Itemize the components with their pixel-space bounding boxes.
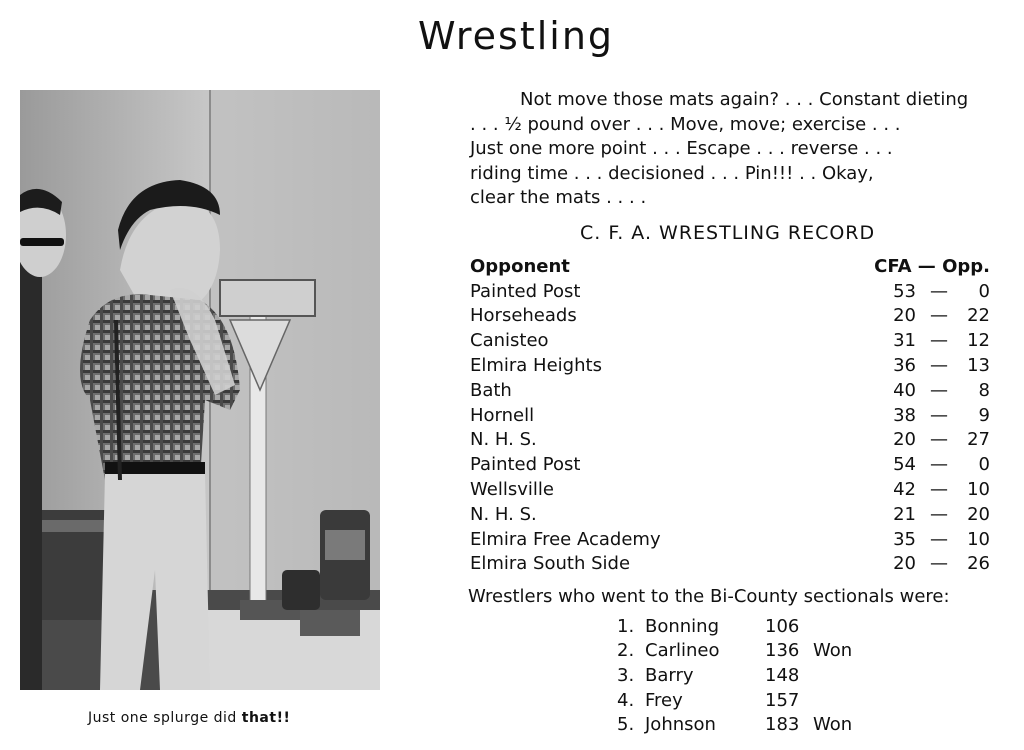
wrestler-number: 3. — [617, 664, 635, 686]
wrestler-weight: 157 — [765, 689, 800, 711]
wrestler-weight: 136 — [765, 640, 800, 662]
wrestler-row — [617, 712, 873, 737]
score-dash: — — [930, 528, 948, 550]
caption-emphasis: that!! — [241, 710, 291, 726]
photo-illustration — [20, 90, 380, 690]
wrestler-result: Won — [813, 640, 853, 662]
opp-score: 13 — [967, 355, 990, 377]
intro-line — [470, 113, 1002, 138]
wrestler-name: Johnson — [645, 714, 716, 736]
score — [880, 504, 990, 525]
wrestler-name: Barry — [645, 664, 694, 686]
score — [880, 355, 990, 376]
record-title: C. F. A. WRESTLING RECORD — [580, 222, 876, 244]
intro-line-text: Just one more point . . . Escape . . . reverse . . . — [470, 138, 893, 159]
score-dash: — — [930, 553, 948, 575]
record-row — [470, 378, 990, 403]
opponent-name: Hornell — [470, 404, 535, 426]
opponent-name: Canisteo — [470, 330, 549, 352]
record-header-row — [470, 254, 990, 279]
cfa-score: 38 — [893, 404, 916, 426]
opponent-name: N. H. S. — [470, 429, 537, 451]
wrestler-row — [617, 663, 873, 688]
score-dash: — — [930, 280, 948, 302]
wrestler-weight: 106 — [765, 615, 800, 637]
wrestler-number: 4. — [617, 689, 635, 711]
score — [880, 405, 990, 426]
opponent-name: Wellsville — [470, 479, 554, 501]
wrestler-row — [617, 639, 873, 664]
wrestling-record-table — [470, 254, 990, 576]
intro-line-text: clear the mats . . . . — [470, 187, 647, 208]
score-dash: — — [930, 305, 948, 327]
page-title: Wrestling — [418, 14, 615, 58]
opp-score: 20 — [967, 503, 990, 525]
score-dash: — — [930, 355, 948, 377]
opponent-name: Elmira Heights — [470, 355, 602, 377]
wrestler-result: Won — [813, 714, 853, 736]
record-row — [470, 403, 990, 428]
intro-paragraph — [470, 88, 1002, 211]
intro-line — [470, 88, 1002, 113]
cfa-score: 20 — [893, 429, 916, 451]
wrestler-number: 2. — [617, 640, 635, 662]
opponent-name: Elmira South Side — [470, 553, 631, 575]
intro-line — [470, 162, 1002, 187]
score — [880, 380, 990, 401]
sectionals-intro — [468, 586, 1002, 607]
opponent-name: Horseheads — [470, 305, 577, 327]
wrestler-weight: 183 — [765, 714, 800, 736]
wrestler-row — [617, 614, 873, 639]
opponent-name: Painted Post — [470, 454, 581, 476]
caption-text: Just one splurge did — [88, 710, 237, 726]
opp-score: 12 — [967, 330, 990, 352]
record-row — [470, 527, 990, 552]
score-header: CFA — Opp. — [874, 255, 990, 277]
score-dash: — — [930, 429, 948, 451]
wrestler-number: 5. — [617, 714, 635, 736]
cfa-score: 31 — [893, 330, 916, 352]
cfa-score: 35 — [893, 528, 916, 550]
cfa-score: 20 — [893, 553, 916, 575]
cfa-score: 36 — [893, 355, 916, 377]
wrestler-weight: 148 — [765, 664, 800, 686]
opponent-name: Painted Post — [470, 280, 581, 302]
record-rows — [470, 279, 990, 577]
record-row — [470, 502, 990, 527]
intro-line — [470, 186, 1002, 211]
score — [880, 429, 990, 450]
score — [880, 454, 990, 475]
score — [880, 479, 990, 500]
intro-line-text: . . . ½ pound over . . . Move, move; exercise . . . — [470, 113, 901, 135]
cfa-score: 53 — [893, 280, 916, 302]
sectional-wrestlers-list — [617, 614, 873, 737]
opponent-name: N. H. S. — [470, 503, 537, 525]
cfa-score: 21 — [893, 503, 916, 525]
score-dash: — — [930, 379, 948, 401]
score-dash: — — [930, 404, 948, 426]
opponent-header: Opponent — [470, 255, 570, 277]
opp-score: 10 — [967, 528, 990, 550]
wrestler-name: Bonning — [645, 615, 720, 637]
cfa-score: 42 — [893, 479, 916, 501]
wrestler-name: Frey — [645, 689, 683, 711]
score-dash: — — [930, 503, 948, 525]
score-dash: — — [930, 454, 948, 476]
record-row — [470, 304, 990, 329]
opponent-name: Bath — [470, 379, 512, 401]
score — [880, 330, 990, 351]
intro-line-text: Not move those mats again? . . . Constant dieting — [520, 89, 969, 110]
score-dash: — — [930, 330, 948, 352]
score — [880, 529, 990, 550]
record-row — [470, 353, 990, 378]
score — [880, 305, 990, 326]
cfa-score: 40 — [893, 379, 916, 401]
opp-score: 9 — [978, 404, 990, 426]
opponent-name: Elmira Free Academy — [470, 528, 661, 550]
record-row — [470, 452, 990, 477]
sectionals-intro-text: Wrestlers who went to the Bi-County sectionals were: — [468, 586, 950, 607]
wrestler-number: 1. — [617, 615, 635, 637]
record-row — [470, 279, 990, 304]
intro-line-text: riding time . . . decisioned . . . Pin!!! . . Okay, — [470, 162, 874, 184]
record-row — [470, 552, 990, 577]
score — [880, 553, 990, 574]
record-row — [470, 328, 990, 353]
opp-score: 0 — [978, 454, 990, 476]
wrestler-weighing-photo — [20, 90, 380, 690]
wrestler-row — [617, 688, 873, 713]
wrestler-name: Carlineo — [645, 640, 720, 662]
score-dash: — — [930, 479, 948, 501]
opp-score: 0 — [978, 280, 990, 302]
record-row — [470, 428, 990, 453]
opp-score: 22 — [967, 305, 990, 327]
intro-line — [470, 137, 1002, 162]
cfa-score: 20 — [893, 305, 916, 327]
opp-score: 27 — [967, 429, 990, 451]
opp-score: 8 — [978, 379, 990, 401]
photo-caption — [88, 710, 290, 726]
opp-score: 26 — [967, 553, 990, 575]
score — [880, 281, 990, 302]
opp-score: 10 — [967, 479, 990, 501]
cfa-score: 54 — [893, 454, 916, 476]
record-row — [470, 477, 990, 502]
